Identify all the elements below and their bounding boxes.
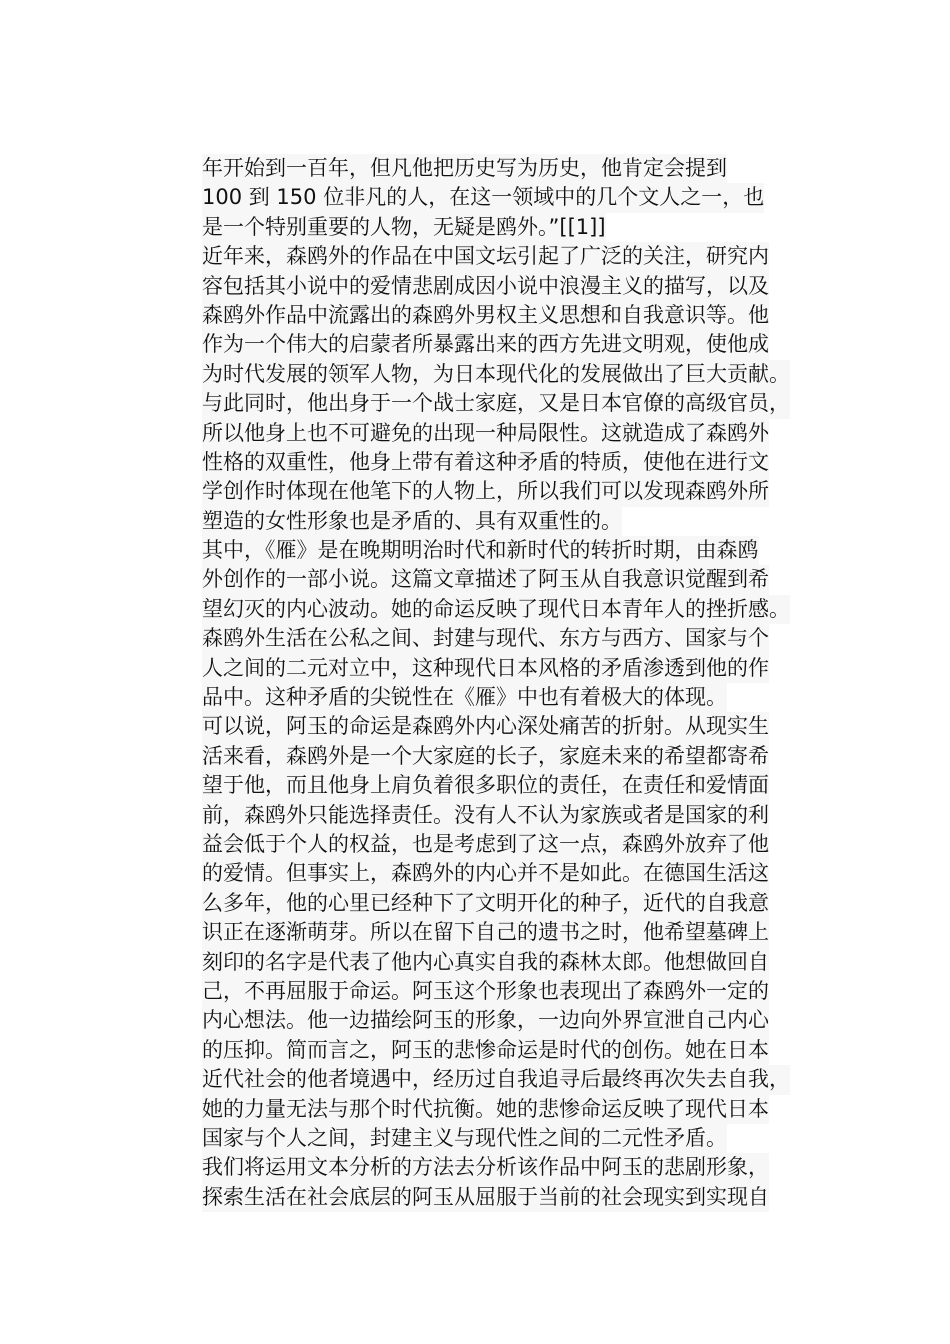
text-line: 益会低于个人的权益，也是考虑到了这一点，森鸥外放弃了他 — [202, 830, 822, 859]
text-line: 其中，《雁》是在晚期明治时代和新时代的转折时期，由森鸥 — [202, 536, 822, 565]
text-line: 人之间的二元对立中，这种现代日本风格的矛盾渗透到他的作 — [202, 654, 822, 683]
text-line: 年开始到一百年，但凡他把历史写为历史，他肯定会提到 — [202, 154, 822, 183]
text-line: 的压抑。简而言之，阿玉的悲惨命运是时代的创伤。她在日本 — [202, 1036, 822, 1065]
text-line: 是一个特别重要的人物，无疑是鸥外。”[[1]] — [202, 213, 822, 242]
text-line: 望幻灭的内心波动。她的命运反映了现代日本青年人的挫折感。 — [202, 595, 822, 624]
text-line: 探索生活在社会底层的阿玉从屈服于当前的社会现实到实现自 — [202, 1183, 822, 1212]
text-line: 她的力量无法与那个时代抗衡。她的悲惨命运反映了现代日本 — [202, 1095, 822, 1124]
text-line: 近年来，森鸥外的作品在中国文坛引起了广泛的关注，研究内 — [202, 242, 822, 271]
text-line: 为时代发展的领军人物，为日本现代化的发展做出了巨大贡献。 — [202, 360, 822, 389]
text-line: 己，不再屈服于命运。阿玉这个形象也表现出了森鸥外一定的 — [202, 977, 822, 1006]
text-line: 刻印的名字是代表了他内心真实自我的森林太郎。他想做回自 — [202, 948, 822, 977]
text-line: 望于他，而且他身上肩负着很多职位的责任，在责任和爱情面 — [202, 771, 822, 800]
text-line: 性格的双重性，他身上带有着这种矛盾的特质，使他在进行文 — [202, 448, 822, 477]
text-line: 国家与个人之间，封建主义与现代性之间的二元性矛盾。 — [202, 1124, 822, 1153]
text-line: 内心想法。他一边描绘阿玉的形象，一边向外界宣泄自己内心 — [202, 1006, 822, 1035]
text-line: 前，森鸥外只能选择责任。没有人不认为家族或者是国家的利 — [202, 801, 822, 830]
text-line: 可以说，阿玉的命运是森鸥外内心深处痛苦的折射。从现实生 — [202, 712, 822, 741]
text-line: 100 到 150 位非凡的人，在这一领域中的几个文人之一，也 — [202, 183, 822, 212]
text-line: 与此同时，他出身于一个战士家庭，又是日本官僚的高级官员， — [202, 389, 822, 418]
text-line: 容包括其小说中的爱情悲剧成因小说中浪漫主义的描写，以及 — [202, 272, 822, 301]
text-line: 作为一个伟大的启蒙者所暴露出来的西方先进文明观，使他成 — [202, 330, 822, 359]
text-line: 活来看，森鸥外是一个大家庭的长子，家庭未来的希望都寄希 — [202, 742, 822, 771]
text-line: 识正在逐渐萌芽。所以在留下自己的遗书之时，他希望墓碑上 — [202, 918, 822, 947]
body-text — [202, 154, 822, 1212]
text-line: 品中。这种矛盾的尖锐性在《雁》中也有着极大的体现。 — [202, 683, 822, 712]
text-line: 森鸥外生活在公私之间、封建与现代、东方与西方、国家与个 — [202, 624, 822, 653]
text-line: 所以他身上也不可避免的出现一种局限性。这就造成了森鸥外 — [202, 419, 822, 448]
text-line: 么多年，他的心里已经种下了文明开化的种子，近代的自我意 — [202, 889, 822, 918]
text-line: 的爱情。但事实上，森鸥外的内心并不是如此。在德国生活这 — [202, 859, 822, 888]
text-line: 塑造的女性形象也是矛盾的、具有双重性的。 — [202, 507, 822, 536]
text-line: 森鸥外作品中流露出的森鸥外男权主义思想和自我意识等。他 — [202, 301, 822, 330]
text-line: 近代社会的他者境遇中，经历过自我追寻后最终再次失去自我， — [202, 1065, 822, 1094]
text-line: 我们将运用文本分析的方法去分析该作品中阿玉的悲剧形象， — [202, 1153, 822, 1182]
text-line: 外创作的一部小说。这篇文章描述了阿玉从自我意识觉醒到希 — [202, 565, 822, 594]
text-line: 学创作时体现在他笔下的人物上，所以我们可以发现森鸥外所 — [202, 477, 822, 506]
